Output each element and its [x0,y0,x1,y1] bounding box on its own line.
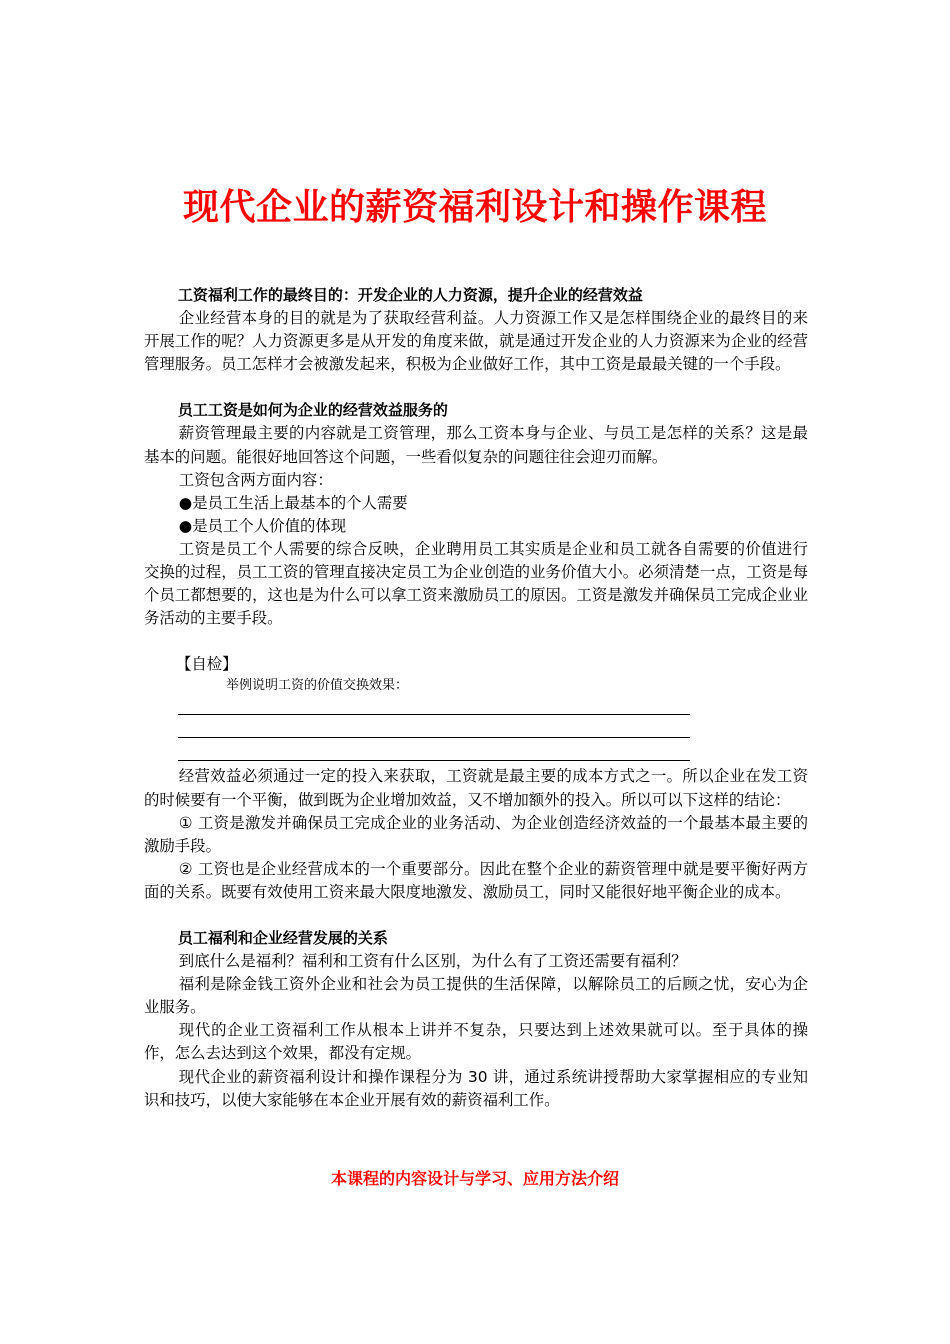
section1-heading: 工资福利工作的最终目的：开发企业的人力资源，提升企业的经营效益 [177,286,643,304]
course-subtitle: 本课程的内容设计与学习、应用方法介绍 [330,1169,619,1188]
document-body [144,284,808,1112]
self-check-prompt: 举例说明工资的价值交换效果： [226,678,409,694]
section3-paragraph-4: 现代企业的薪资福利设计和操作课程分为 30 讲，通过系统讲授帮助大家掌握相应的专业知识和技巧，以使大家能够在本企业开展有效的薪资福利工作。 [144,1067,808,1109]
spacer [144,904,808,927]
conclusion-point-1: ① 工资是激发并确保员工完成企业的业务活动、为企业创造经济效益的一个最基本最主要的激励手段。 [144,813,808,855]
answer-line-1[interactable] [178,696,690,719]
section2-paragraph-3: 工资是员工个人需要的综合反映，企业聘用员工其实质是企业和员工就各自需要的价值进行交换的过程，员工工资的管理直接决定员工为企业创造的业务价值大小。必须清楚一点，工资是每个员工都想要的，这也是为什么可以拿工资来激励员工的原因。工资是激发并确保员工完成企业业务活动的主要手段。 [144,539,808,628]
answer-line-3[interactable] [178,742,690,765]
section3-paragraph-1: 到底什么是福利？福利和工资有什么区别，为什么有了工资还需要有福利？ [178,952,687,971]
spacer [144,376,808,399]
section3-heading: 员工福利和企业经营发展的关系 [177,928,388,947]
section2-paragraph-1: 薪资管理最主要的内容就是工资管理，那么工资本身与企业、与员工是怎样的关系？这是最基本的问题。能很好地回答这个问题，一些看似复杂的问题往往会迎刃而解。 [144,424,808,466]
document-title: 现代企业的薪资福利设计和操作课程 [182,187,767,228]
answer-line-2[interactable] [178,719,690,742]
self-check-label: 【自检】 [176,655,238,674]
bullet-item-1: ●是员工生活上最基本的个人需要 [178,493,408,512]
section1-paragraph: 企业经营本身的目的就是为了获取经营利益。人力资源工作又是怎样围绕企业的最终目的来开展工作的呢？人力资源更多是从开发的角度来做，就是通过开发企业的人力资源来为企业的经营管理服务。员工怎样才会被激发起来，积极为企业做好工作，其中工资是最最关键的一个手段。 [144,309,808,374]
section2-heading: 员工工资是如何为企业的经营效益服务的 [177,401,448,420]
section3-paragraph-3: 现代的企业工资福利工作从根本上讲并不复杂，只要达到上述效果就可以。至于具体的操作，怎么去达到这个效果，都没有定规。 [144,1021,808,1063]
section2-paragraph-4: 经营效益必须通过一定的投入来获取，工资就是最主要的成本方式之一。所以企业在发工资的时候要有一个平衡，做到既为企业增加效益，又不增加额外的投入。所以可以下这样的结论： [144,767,808,809]
conclusion-point-2: ② 工资也是企业经营成本的一个重要部分。因此在整个企业的薪资管理中就是要平衡好两方面的关系。既要有效使用工资来最大限度地激发、激励员工，同时又能很好地平衡企业的成本。 [144,859,808,901]
section3-paragraph-2: 福利是除金钱工资外企业和社会为员工提供的生活保障，以解除员工的后顾之忧，安心为企业服务。 [144,975,808,1017]
spacer [144,630,808,653]
section2-paragraph-2: 工资包含两方面内容： [178,470,333,489]
bullet-item-2: ●是员工个人价值的体现 [178,516,347,535]
